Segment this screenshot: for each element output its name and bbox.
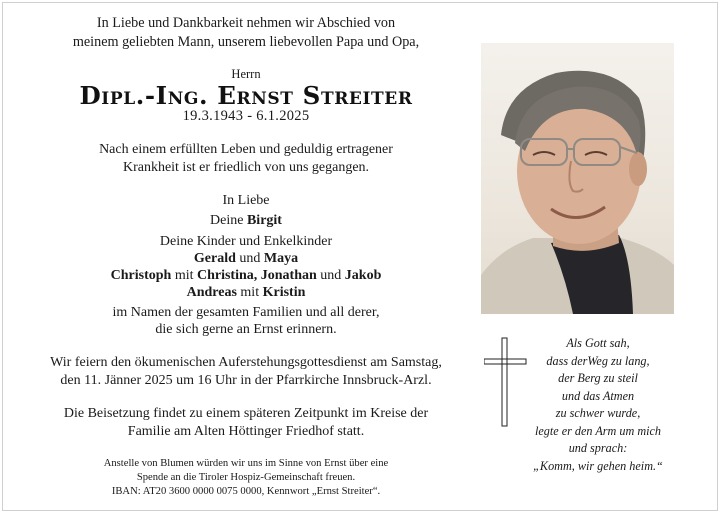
poem-line: und das Atmen (561, 388, 635, 403)
poem-line: legte er den Arm um mich (534, 423, 662, 438)
life-dates: 19.3.1943 - 6.1.2025 (182, 108, 310, 124)
salutation: Herrn (231, 67, 261, 81)
service-line-1: Wir feiern den ökumenischen Auferstehungsgottesdienst am Samstag, (50, 355, 442, 370)
donation-line-3: IBAN: AT20 3600 0000 0075 0000, Kennwort „Ernst Streiter“. (111, 486, 381, 497)
poem-line: zu schwer wurde, (555, 406, 641, 420)
service-line-2: den 11. Jänner 2025 um 16 Uhr in der Pfarrkirche Innsbruck-Arzl. (60, 373, 432, 388)
poem-line: „Komm, wir gehen heim.“ (533, 458, 663, 473)
poem-line: dass derWeg zu lang, (546, 353, 650, 368)
children-line: Deine Kinder und Enkelkinder (159, 234, 333, 249)
intro-line-2: meinem geliebten Mann, unserem liebevollen Papa und Opa, (72, 34, 420, 50)
family-row-1: Gerald und Maya (193, 251, 299, 266)
poem-line: der Berg zu steil (558, 371, 638, 385)
memorial-poem (528, 335, 668, 475)
wife-name: Birgit (246, 213, 282, 228)
deceased-name: Dipl.-Ing. Ernst Streiter (79, 81, 413, 110)
donation-line-2: Spende an die Tiroler Hospiz-Gemeinschaft freuen. (136, 472, 356, 483)
in-liebe: In Liebe (222, 193, 270, 208)
poem-line: und sprach: (568, 441, 628, 455)
family-row-3: Andreas mit Kristin (186, 285, 306, 300)
death-notice-line-2: Krankheit ist er friedlich von uns gegangen. (122, 160, 370, 175)
wife-line: Deine Birgit (210, 213, 282, 228)
death-notice-line-1: Nach einem erfüllten Leben und geduldig ertragener (99, 142, 393, 157)
burial-line-1: Die Beisetzung findet zu einem späteren Zeitpunkt im Kreise der (63, 406, 429, 421)
intro-line-1: In Liebe und Dankbarkeit nehmen wir Abschied von (96, 15, 396, 31)
poem-line: Als Gott sah, (566, 336, 630, 350)
burial-line-2: Familie am Alten Höttinger Friedhof statt. (127, 424, 365, 439)
donation-line-1: Anstelle von Blumen würden wir uns im Sinne von Ernst über eine (103, 458, 389, 469)
portrait-illustration (481, 43, 674, 314)
families-line-1: im Namen der gesamten Familien und all derer, (112, 305, 380, 320)
families-line-2: die sich gerne an Ernst erinnern. (155, 322, 337, 337)
family-row-2: Christoph mit Christina, Jonathan und Jakob (110, 268, 382, 283)
cross-icon (484, 336, 528, 428)
portrait-photo (481, 43, 674, 314)
